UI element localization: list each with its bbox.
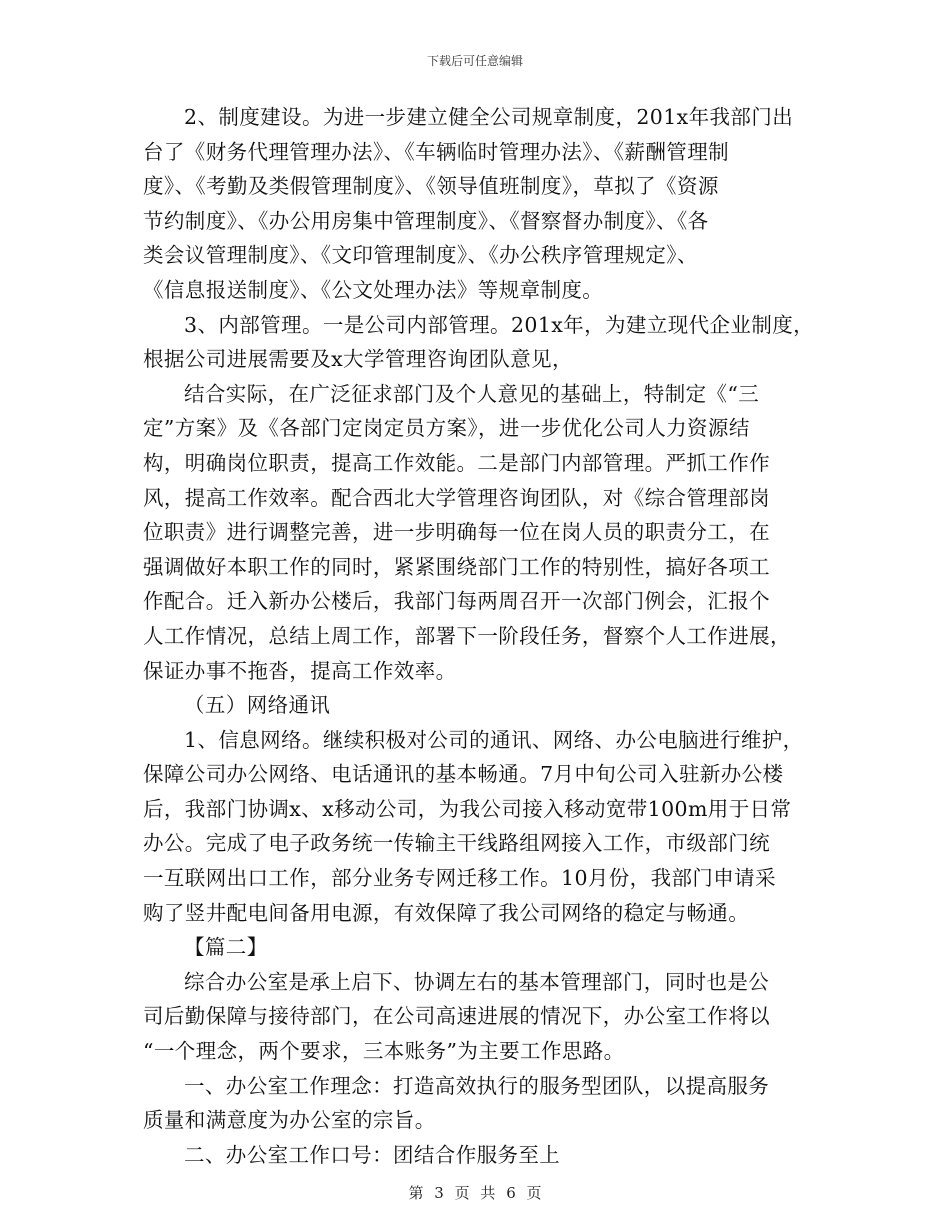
footer-page-label: 页 xyxy=(454,1184,470,1202)
text-line: 2、制度建设。为进一步建立健全公司规章制度，201x年我部门出 xyxy=(184,105,794,129)
text-line: 强调做好本职工作的同时，紧紧围绕部门工作的特别性，搞好各项工 xyxy=(143,554,770,579)
text-line: 构，明确岗位职责，提高工作效能。二是部门内部管理。严抓工作作 xyxy=(143,450,770,475)
text-line: 办公。完成了电子政务统一传输主干线路组网接入工作，市级部门统 xyxy=(143,831,770,856)
text-line: （五）网络通讯 xyxy=(184,693,331,718)
text-line: 台了《财务代理管理办法》、《车辆临时管理办法》、《薪酬管理制 xyxy=(143,139,729,164)
text-line: 质量和满意度为办公室的宗旨。 xyxy=(143,1108,436,1133)
text-line: 度》、《考勤及类假管理制度》、《领导值班制度》，草拟了《资源 xyxy=(143,174,719,199)
text-line: 后，我部门协调x、x移动公司，为我公司接入移动宽带100m用于日常 xyxy=(143,796,792,821)
text-line: 风，提高工作效率。配合西北大学管理咨询团队，对《综合管理部岗 xyxy=(143,485,770,510)
text-line: 保证办事不拖沓，提高工作效率。 xyxy=(143,658,457,683)
text-line: 二、办公室工作口号：团结合作服务至上 xyxy=(184,1142,561,1167)
footer-prefix: 第 xyxy=(408,1184,424,1202)
page-footer xyxy=(0,1182,950,1203)
document-body xyxy=(143,100,823,1172)
text-line: 保障公司办公网络、电话通讯的基本畅通。7月中旬公司入驻新办公楼 xyxy=(143,762,784,787)
text-line: 类会议管理制度》、《文印管理制度》、《办公秩序管理规定》、 xyxy=(143,243,698,268)
text-line: 1、信息网络。继续积极对公司的通讯、网络、办公电脑进行维护， xyxy=(184,727,804,752)
text-line: 【篇二】 xyxy=(184,935,268,960)
footer-total-label: 共 xyxy=(480,1184,496,1202)
page-header-note: 下载后可任意编辑 xyxy=(426,54,523,68)
text-line: 一互联网出口工作，部分业务专网迁移工作。10月份，我部门申请采 xyxy=(143,866,776,891)
text-line: 综合办公室是承上启下、协调左右的基本管理部门，同时也是公 xyxy=(184,969,770,994)
text-line: 结合实际，在广泛征求部门及个人意见的基础上，特制定《“三 xyxy=(184,381,760,406)
footer-suffix: 页 xyxy=(526,1184,542,1202)
footer-page-number: 3 xyxy=(434,1184,444,1202)
text-line: 3、内部管理。一是公司内部管理。201x年，为建立现代企业制度， xyxy=(184,312,815,337)
text-line: 司后勤保障与接待部门，在公司高速进展的情况下，办公室工作将以 xyxy=(143,1004,770,1029)
text-line: 《信息报送制度》、《公文处理办法》等规章制度。 xyxy=(143,277,604,302)
text-line: 购了竖井配电间备用电源，有效保障了我公司网络的稳定与畅通。 xyxy=(143,900,750,925)
text-line: 人工作情况，总结上周工作，部署下一阶段任务，督察个人工作进展， xyxy=(143,623,791,648)
footer-total-pages: 6 xyxy=(506,1184,516,1202)
text-line: “一个理念，两个要求，三本账务”为主要工作思路。 xyxy=(143,1039,625,1064)
text-line: 定”方案》及《各部门定岗定员方案》，进一步优化公司人力资源结 xyxy=(143,416,750,441)
text-line: 位职责》进行调整完善，进一步明确每一位在岗人员的职责分工，在 xyxy=(143,520,770,545)
text-line: 作配合。迁入新办公楼后，我部门每两周召开一次部门例会，汇报个 xyxy=(143,589,770,614)
text-line: 节约制度》、《办公用房集中管理制度》、《督察督办制度》、《各 xyxy=(143,208,709,233)
text-line: 根据公司进展需要及x大学管理咨询团队意见， xyxy=(143,347,573,372)
text-line: 一、办公室工作理念：打造高效执行的服务型团队，以提高服务 xyxy=(184,1073,770,1098)
